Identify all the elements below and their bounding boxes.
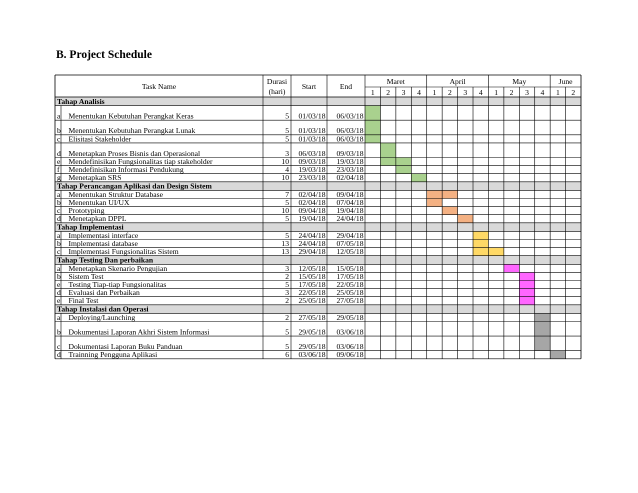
task-start: 25/05/18 [298, 296, 326, 306]
header-week: 2 [571, 88, 576, 97]
task-duration: 5 [285, 198, 289, 207]
task-duration: 5 [285, 342, 289, 352]
task-end: 12/05/18 [336, 247, 364, 257]
section-label: Tahap Analisis [57, 96, 105, 106]
header-week: 2 [509, 88, 514, 97]
task-end: 03/06/18 [336, 342, 364, 352]
task-letter: b [57, 271, 61, 281]
task-name: Final Test [68, 296, 99, 306]
task-start: 02/04/18 [298, 189, 326, 199]
task-end: 09/06/18 [336, 350, 364, 360]
task-name: Prototyping [68, 206, 105, 216]
task-duration: 3 [285, 263, 289, 273]
task-start: 29/05/18 [298, 342, 326, 352]
task-start: 01/03/18 [298, 126, 326, 136]
task-duration: 5 [285, 230, 289, 240]
task-end: 06/03/18 [336, 126, 364, 136]
task-duration: 6 [285, 350, 289, 360]
gantt-bar [380, 143, 395, 158]
gantt-bar [535, 313, 550, 321]
task-start: 01/03/18 [298, 111, 326, 121]
gantt-bar [519, 281, 534, 289]
task-start: 29/04/18 [298, 247, 326, 257]
task-name: Implementasi interface [68, 230, 139, 240]
task-duration: 5 [285, 214, 289, 224]
header-week: 4 [540, 88, 545, 97]
section-row [55, 97, 581, 106]
task-end: 29/04/18 [336, 230, 364, 240]
header-week: 4 [417, 88, 421, 97]
task-start: 17/05/18 [298, 280, 326, 289]
gantt-bar [380, 158, 395, 166]
task-end: 03/06/18 [336, 327, 364, 337]
task-name: Implementasi Fungsionalitas Sistem [68, 247, 179, 257]
task-name: Menentukan Kebutuhan Perangkat Keras [68, 111, 194, 121]
gantt-bar [365, 106, 380, 121]
task-name: Menetapkan DPPL [68, 214, 127, 224]
task-letter: c [57, 247, 61, 257]
header-month: April [449, 77, 466, 86]
task-name: Mendefinisikan Fungsionalitas tiap stakeholder [68, 157, 213, 166]
task-start: 23/03/18 [298, 173, 326, 183]
task-duration: 5 [285, 280, 289, 289]
header-week: 1 [432, 88, 437, 97]
task-start: 01/03/18 [298, 134, 326, 144]
task-start: 19/03/18 [298, 165, 326, 175]
section-label: Tahap Perancangan Aplikasi dan Design Sistem [57, 181, 212, 191]
gantt-bar [504, 264, 519, 272]
task-name: Trainning Pengguna Aplikasi [68, 350, 158, 360]
task-end: 02/04/18 [336, 173, 364, 183]
task-letter: a [57, 312, 61, 322]
task-duration: 5 [285, 134, 289, 144]
task-duration: 5 [285, 126, 289, 136]
header-duration-unit: (hari) [268, 87, 286, 96]
task-name: Menentukan Struktur Database [68, 189, 163, 199]
task-end: 07/04/18 [336, 198, 364, 207]
header-week: 3 [525, 88, 529, 97]
task-duration: 13 [281, 247, 289, 257]
task-name: Menetapkan SRS [68, 173, 122, 183]
gantt-bar [365, 135, 380, 143]
task-name: Menentukan UI/UX [68, 198, 130, 207]
section-label: Tahap Instalasi dan Operasi [57, 304, 149, 314]
task-letter: a [57, 111, 61, 121]
task-start: 09/04/18 [298, 206, 326, 216]
task-end: 15/05/18 [336, 263, 364, 273]
task-name: Testing Tiap-tiap Fungsionalitas [68, 280, 167, 289]
task-start: 03/06/18 [298, 350, 326, 360]
task-duration: 10 [281, 157, 289, 166]
task-start: 12/05/18 [298, 263, 326, 273]
task-letter: c [57, 206, 61, 216]
task-duration: 2 [285, 296, 289, 306]
task-start: 27/05/18 [298, 312, 326, 322]
gantt-bar [365, 120, 380, 135]
task-letter: f [57, 165, 60, 175]
task-start: 29/05/18 [298, 327, 326, 337]
task-name: Sistem Test [68, 271, 104, 281]
task-duration: 10 [281, 173, 289, 183]
section-title: B. Project Schedule [56, 49, 152, 61]
header-week: 3 [401, 88, 406, 97]
gantt-bar [458, 215, 473, 223]
gantt-bar [473, 231, 488, 239]
gantt-bar [427, 199, 442, 207]
gantt-bar [427, 190, 442, 198]
task-end: 07/05/18 [336, 239, 364, 248]
task-letter: d [57, 288, 61, 298]
task-letter: a [57, 189, 61, 199]
task-letter: c [57, 134, 61, 144]
gantt-bar [396, 158, 411, 166]
header-end: End [339, 82, 353, 91]
task-letter: c [57, 342, 61, 352]
task-name: Menetapkan Skenario Pengujian [68, 263, 168, 273]
gantt-bar [519, 272, 534, 280]
gantt-bar [396, 166, 411, 174]
task-duration: 10 [281, 206, 289, 216]
task-end: 19/03/18 [336, 157, 364, 166]
gantt-bar [473, 240, 488, 248]
gantt-bar [550, 351, 565, 359]
task-end: 09/04/18 [336, 189, 364, 199]
task-letter: a [57, 263, 61, 273]
header-week: 3 [463, 88, 468, 97]
header-month: Maret [386, 77, 405, 86]
task-start: 24/04/18 [298, 230, 326, 240]
task-duration: 7 [285, 189, 289, 199]
task-letter: a [57, 230, 61, 240]
task-start: 22/05/18 [298, 288, 326, 298]
task-end: 24/04/18 [336, 214, 364, 224]
header-start: Start [301, 82, 317, 91]
header-task-name: Task Name [141, 82, 177, 91]
gantt-bar [411, 174, 426, 182]
gantt-bar [442, 190, 457, 198]
task-end: 17/05/18 [336, 271, 364, 281]
gantt-bar [519, 297, 534, 305]
gantt-bar [488, 248, 503, 256]
section-label: Tahap Testing Dan perbaikan [57, 255, 154, 265]
section-label: Tahap Implementasi [57, 222, 124, 232]
task-end: 09/03/18 [336, 148, 364, 158]
task-name: Evaluasi dan Perbaikan [68, 288, 140, 298]
task-letter: g [57, 173, 61, 183]
task-letter: e [57, 157, 61, 166]
task-name: Deploying/Launching [68, 312, 136, 322]
task-start: 19/04/18 [298, 214, 326, 224]
task-start: 15/05/18 [298, 271, 326, 281]
task-name: Dokumentasi Laporan Buku Panduan [68, 342, 183, 352]
task-name: Elisitasi Stakeholder [68, 134, 132, 144]
header-month: June [558, 77, 573, 86]
task-end: 23/03/18 [336, 165, 364, 175]
gantt-bar [519, 289, 534, 297]
task-start: 06/03/18 [298, 148, 326, 158]
header-week: 1 [555, 88, 560, 97]
task-letter: d [57, 148, 61, 158]
task-letter: b [57, 327, 61, 337]
header-week: 1 [370, 88, 375, 97]
gantt-bar [535, 322, 550, 337]
task-duration: 2 [285, 312, 289, 322]
task-end: 27/05/18 [336, 296, 364, 306]
task-start: 09/03/18 [298, 157, 326, 166]
task-duration: 13 [281, 239, 289, 248]
task-name: Menentukan Kebutuhan Perangkat Lunak [68, 126, 196, 136]
task-end: 06/03/18 [336, 134, 364, 144]
task-name: Implementasi database [68, 239, 138, 248]
gantt-bar [442, 207, 457, 215]
task-duration: 4 [285, 165, 289, 175]
task-duration: 3 [285, 148, 289, 158]
header-duration: Durasi [266, 77, 288, 86]
task-end: 06/03/18 [336, 111, 364, 121]
task-duration: 5 [285, 327, 289, 337]
task-end: 25/05/18 [336, 288, 364, 298]
header-week: 2 [447, 88, 452, 97]
task-name: Menetapkan Proses Bisnis dan Operasional [68, 148, 201, 158]
task-duration: 5 [285, 111, 289, 121]
task-letter: e [57, 280, 61, 289]
task-start: 24/04/18 [298, 239, 326, 248]
task-letter: b [57, 198, 61, 207]
task-end: 19/04/18 [336, 206, 364, 216]
header-week: 4 [478, 88, 483, 97]
task-end: 22/05/18 [336, 280, 364, 289]
task-letter: d [57, 350, 61, 360]
task-letter: b [57, 239, 61, 248]
gantt-bar [535, 336, 550, 351]
gantt-bar [473, 248, 488, 256]
task-duration: 2 [285, 271, 289, 281]
task-start: 02/04/18 [298, 198, 326, 207]
header-week: 2 [386, 88, 391, 97]
task-letter: d [57, 214, 61, 224]
task-name: Mendefinisikan Informasi Pendukung [68, 165, 184, 175]
header-month: May [512, 77, 527, 86]
task-letter: b [57, 126, 61, 136]
task-end: 29/05/18 [336, 312, 364, 322]
task-letter: e [57, 296, 61, 306]
task-name: Dokumentasi Laporan Akhri Sistem Informasi [68, 327, 210, 337]
task-duration: 3 [285, 288, 289, 298]
header-week: 1 [494, 88, 499, 97]
